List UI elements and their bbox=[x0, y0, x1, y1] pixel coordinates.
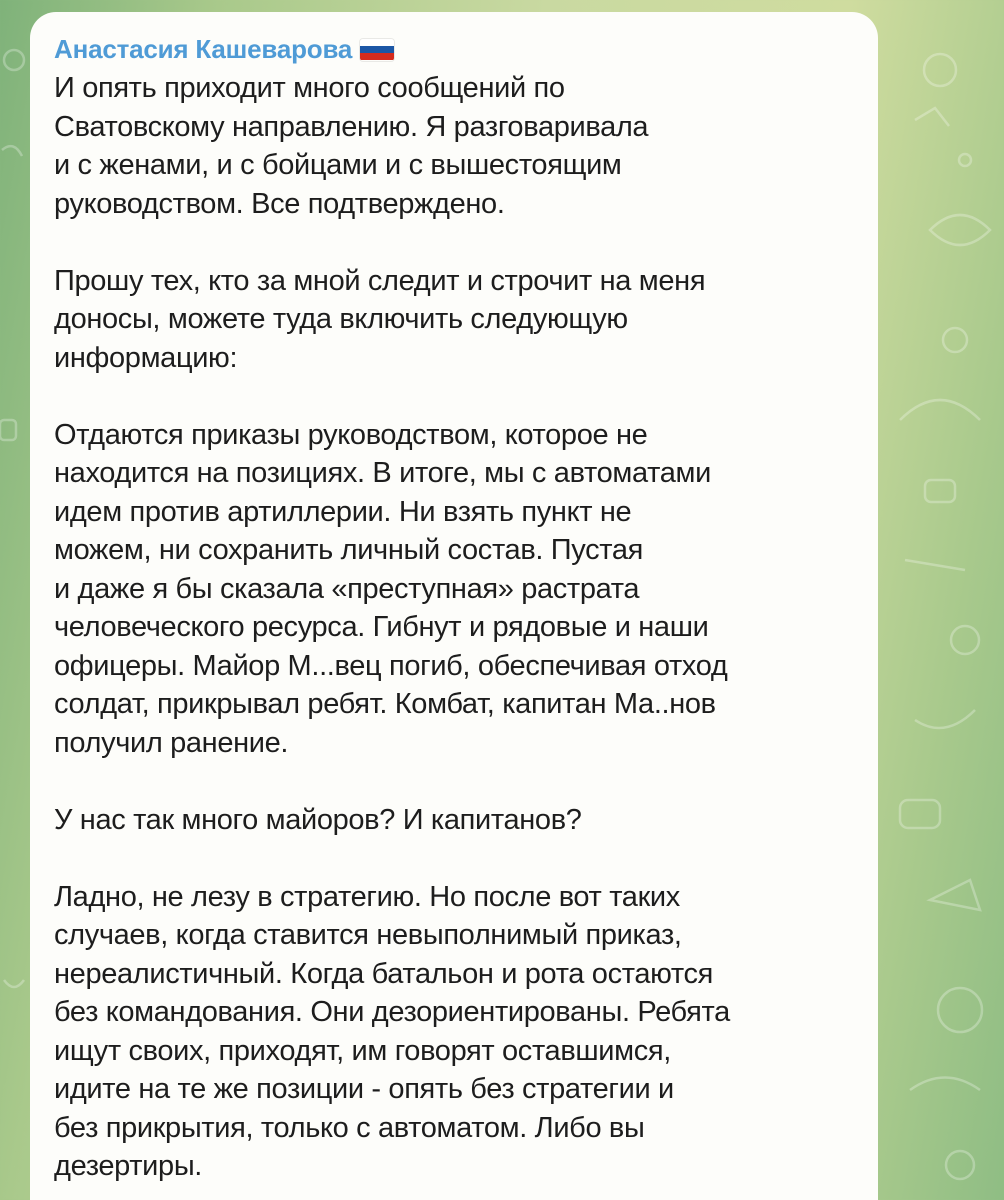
message-line: и даже я бы сказала «преступная» растрата bbox=[54, 572, 640, 605]
flag-stripe-blue bbox=[360, 46, 394, 53]
message-line: информацию: bbox=[54, 341, 238, 374]
message-line: Прошу тех, кто за мной следит и строчит на меня bbox=[54, 264, 706, 297]
message-sender bbox=[54, 34, 854, 65]
message-text bbox=[54, 69, 854, 1186]
sender-name[interactable]: Анастасия Кашеварова bbox=[54, 34, 353, 64]
message-line: офицеры. Майор М...вец погиб, обеспечивая отход bbox=[54, 649, 728, 682]
russia-flag-icon bbox=[360, 39, 394, 61]
message-line: доносы, можете туда включить следующую bbox=[54, 303, 628, 335]
paragraph-gap bbox=[54, 762, 854, 801]
message-line: идем против артиллерии. Ни взять пункт не bbox=[54, 495, 632, 528]
message-line: Отдаются приказы руководством, которое не bbox=[54, 418, 648, 451]
message-line: Сватовскому направлению. Я разговаривала bbox=[54, 110, 649, 143]
flag-stripe-white bbox=[360, 39, 394, 46]
message-line: случаев, когда ставится невыполнимый приказ, bbox=[54, 919, 682, 951]
message-line: получил ранение. bbox=[54, 726, 289, 759]
paragraph-gap bbox=[54, 839, 854, 878]
paragraph-gap bbox=[54, 223, 854, 262]
message-line: ищут своих, приходят, им говорят оставшимся, bbox=[54, 1034, 671, 1067]
message-line: И опять приходит много сообщений по bbox=[54, 72, 565, 104]
message-line: можем, ни сохранить личный состав. Пустая bbox=[54, 534, 644, 566]
message-bubble[interactable] bbox=[30, 12, 878, 1200]
message-line: дезертиры. bbox=[54, 1150, 203, 1182]
message-line: Ладно, не лезу в стратегию. Но после вот таких bbox=[54, 880, 680, 913]
message-line: без прикрытия, только с автоматом. Либо вы bbox=[54, 1111, 645, 1144]
flag-stripe-red bbox=[360, 53, 394, 60]
message-line: У нас так много майоров? И капитанов? bbox=[54, 803, 582, 836]
message-line: идите на те же позиции - опять без стратегии и bbox=[54, 1073, 674, 1105]
paragraph-gap bbox=[54, 377, 854, 416]
message-line: и с женами, и с бойцами и с вышестоящим bbox=[54, 149, 622, 181]
message-line: находится на позициях. В итоге, мы с автоматами bbox=[54, 457, 711, 489]
message-line: без командования. Они дезориентированы. Ребята bbox=[54, 996, 730, 1028]
message-line: нереалистичный. Когда батальон и рота остаются bbox=[54, 957, 713, 990]
message-line: солдат, прикрывал ребят. Комбат, капитан Ма..нов bbox=[54, 688, 716, 720]
message-line: руководством. Все подтверждено. bbox=[54, 187, 505, 220]
message-line: человеческого ресурса. Гибнут и рядовые и наши bbox=[54, 611, 709, 643]
